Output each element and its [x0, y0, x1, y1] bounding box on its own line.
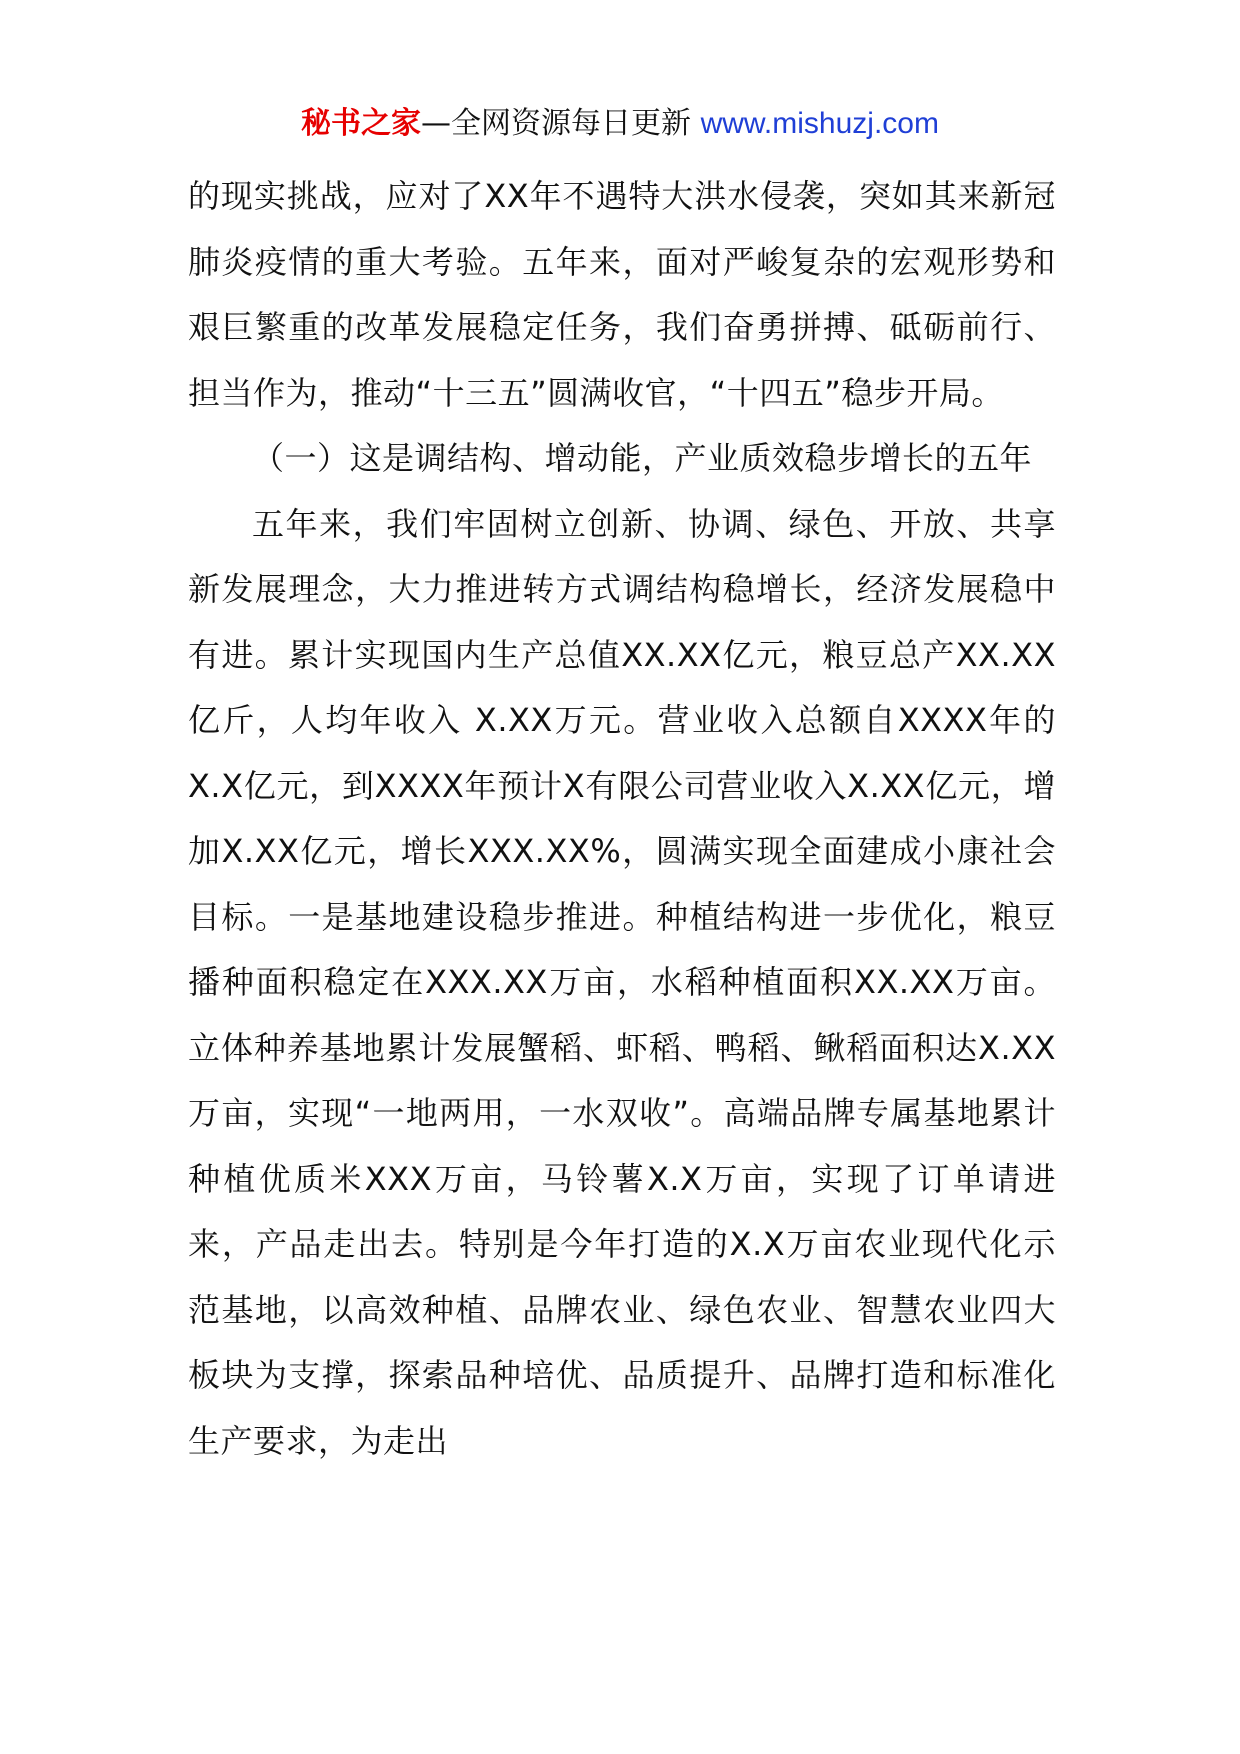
site-brand: 秘书之家	[301, 106, 422, 141]
document-body	[188, 164, 1056, 1474]
site-url-link[interactable]: www.mishuzj.com	[700, 107, 939, 140]
site-header	[0, 104, 1240, 144]
section-heading: （一）这是调结构、增动能，产业质效稳步增长的五年	[252, 439, 1033, 477]
site-slogan: —全网资源每日更新	[421, 106, 701, 141]
body-paragraph: 五年来，我们牢固树立创新、协调、绿色、开放、共享新发展理念，大力推进转方式调结构稳增长，经济发展稳中有进。累计实现国内生产总值XX.XX亿元，粮豆总产XX.XX亿斤，人均年收入 X.XX万元。营业收入总额自XXXX年的X.X亿元，到XXXX年预计X有限公司营业收入X.XX亿元，增加X.XX亿元，增长XXX.XX%，圆满实现全面建成小康社会目标。一是基地建设稳步推进。种植结构进一步优化，粮豆播种面积稳定在XXX.XX万亩，水稻种植面积XX.XX万亩。立体种养基地累计发展蟹稻、虾稻、鸭稻、鳅稻面积达X.XX万亩，实现“一地两用，一水双收”。高端品牌专属基地累计种植优质米XXX万亩，马铃薯X.X万亩，实现了订单请进来，产品走出去。特别是今年打造的X.X万亩农业现代化示范基地，以高效种植、品牌农业、绿色农业、智慧农业四大板块为支撑，探索品种培优、品质提升、品牌打造和标准化生产要求，为走出	[188, 504, 1056, 1460]
body-paragraph-continued: 的现实挑战，应对了XX年不遇特大洪水侵袭，突如其来新冠肺炎疫情的重大考验。五年来，面对严峻复杂的宏观形势和艰巨繁重的改革发展稳定任务，我们奋勇拼搏、砥砺前行、担当作为，推动“十三五”圆满收官，“十四五”稳步开局。	[188, 177, 1056, 412]
